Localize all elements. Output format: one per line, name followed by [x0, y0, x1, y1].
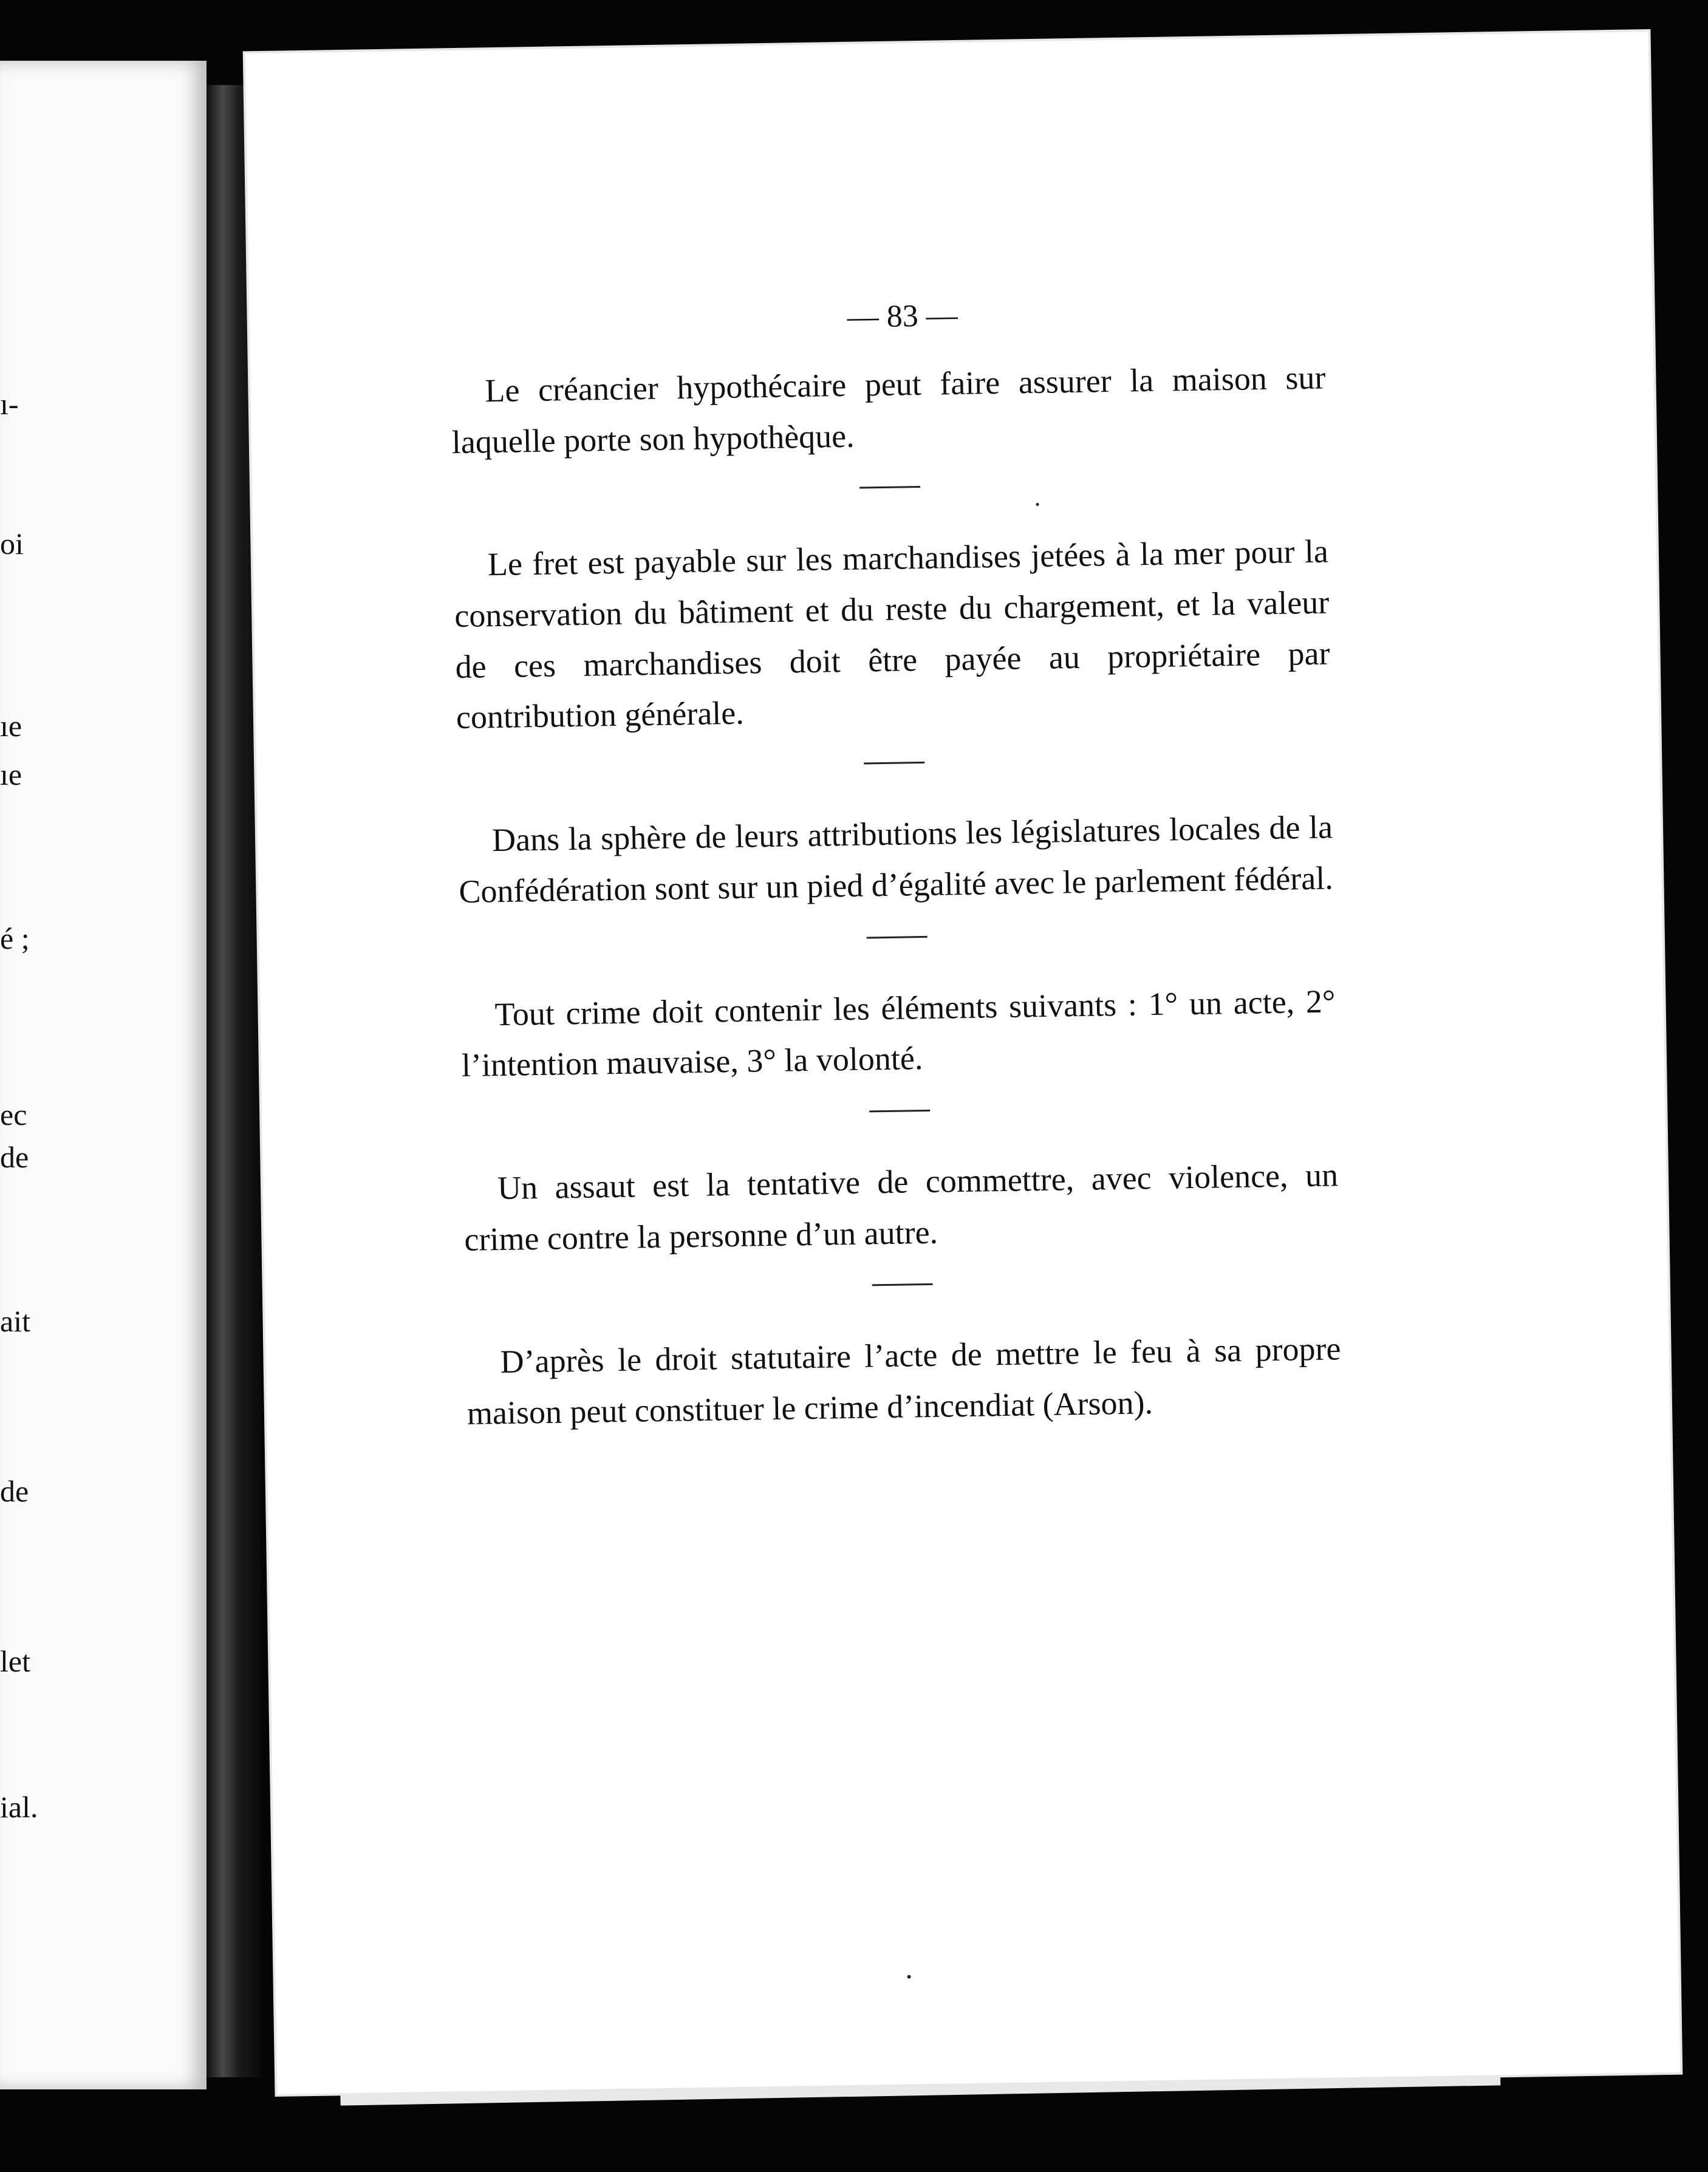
left-page-fragment: de	[0, 1474, 29, 1508]
left-page-fragment: ı-	[0, 387, 19, 421]
left-page-fragment: de	[0, 1140, 29, 1174]
left-page	[0, 61, 207, 2089]
left-page-fragment: ial.	[0, 1790, 38, 1824]
section-rule	[867, 935, 927, 938]
paragraph: Le créancier hypothécaire peut faire assurer la maison sur laquelle porte son hypothèque.	[451, 359, 1326, 460]
book-page	[245, 32, 1680, 2094]
left-page-fragment: oi	[0, 527, 24, 561]
left-page-fragment: let	[0, 1644, 30, 1678]
paragraph: Un assaut est la tentative de commettre, avec violence, un crime contre la personne d’un autre.	[463, 1156, 1339, 1258]
left-page-fragment: é ;	[0, 921, 30, 955]
paragraph: Dans la sphère de leurs attributions les législatures locales de la Confédération sont sur un pied d’égalité avec le parlement fédéral.	[458, 808, 1334, 910]
left-page-fragment: ıe	[0, 709, 22, 743]
paragraph: Tout crime doit contenir les éléments suivants : 1° un acte, 2° l’intention mauvaise, 3° la volonté.	[461, 982, 1336, 1084]
page-text	[451, 352, 1342, 1439]
section-rule	[869, 1110, 930, 1113]
left-page-fragment: ıe	[0, 757, 22, 791]
page-number: — 83 —	[847, 298, 958, 335]
left-page-fragment: ait	[0, 1304, 30, 1338]
section-rule	[859, 486, 920, 489]
paragraph: Le fret est payable sur les marchandises jetées à la mer pour la conservation du bâtiment et du reste du chargement, et la valeur de ces marchandises doit être payée au propriétaire par contribution générale.	[454, 533, 1330, 736]
paper-speck	[907, 1975, 911, 1979]
left-page-fragment: ec	[0, 1098, 27, 1132]
paper-speck	[1036, 503, 1039, 506]
paragraph: D’après le droit statutaire l’acte de mettre le feu à sa propre maison peut constituer le crime d’incendiat (Arson).	[466, 1330, 1341, 1432]
section-rule	[872, 1283, 933, 1286]
section-rule	[864, 762, 924, 765]
